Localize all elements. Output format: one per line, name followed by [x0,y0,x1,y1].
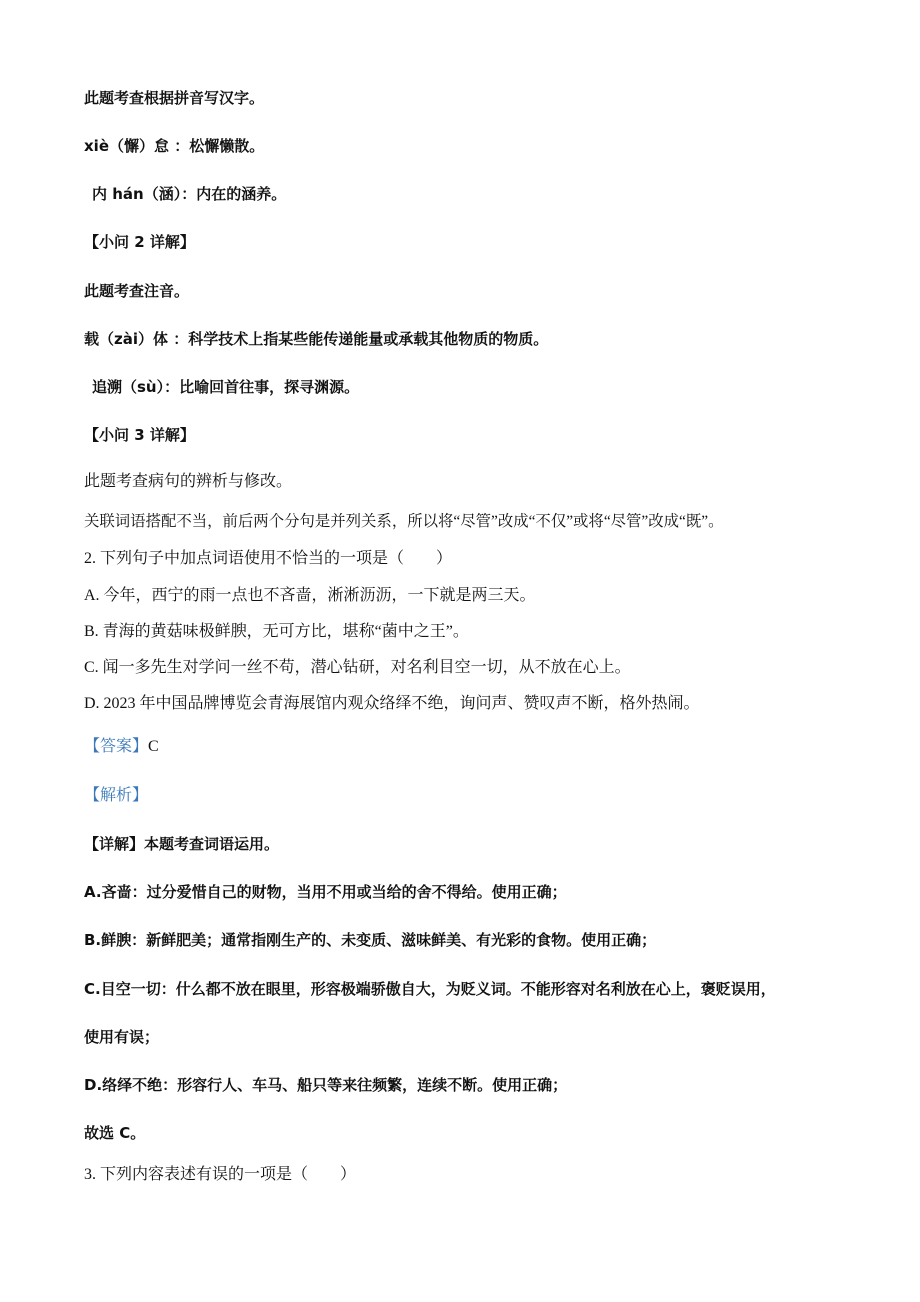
text-line: 内 hán（涵）：内在的涵养。 [92,185,287,203]
answer-tag: 【答案】 [84,738,149,755]
text-line: 使用有误； [84,1028,160,1046]
section-heading: 【小问 3 详解】 [84,426,195,444]
text-line: xiè（懈）怠 ：松懈懒散。 [84,137,265,155]
text-line: 此题考查根据拼音写汉字。 [84,89,265,107]
option-a: A. 今年，西宁的雨一点也不吝啬，淅淅沥沥，一下就是两三天。 [84,587,536,604]
text-line: D.络绎不绝：形容行人、车马、船只等来往频繁，连续不断。使用正确； [84,1076,568,1094]
option-b: B. 青海的黄菇味极鲜腴，无可方比，堪称“菌中之王”。 [84,623,469,640]
text-line: 关联词语搭配不当，前后两个分句是并列关系，所以将“尽管”改成“不仅”或将“尽管”改成“既”。 [84,513,724,530]
analysis-tag: 【解析】 [84,787,149,804]
question-stem: 2. 下列句子中加点词语使用不恰当的一项是（ ） [84,550,453,567]
answer-line [84,737,159,757]
text-line: 此题考查注音。 [84,282,190,300]
text-line: A.吝啬：过分爱惜自己的财物，当用不用或当给的舍不得给。使用正确； [84,883,567,901]
section-heading: 【小问 2 详解】 [84,233,195,251]
text-line: 故选 C。 [84,1124,146,1142]
option-c: C. 闻一多先生对学问一丝不苟，潜心钻研，对名利目空一切，从不放在心上。 [84,659,631,676]
text-line: 此题考查病句的辨析与修改。 [84,473,293,490]
option-d: D. 2023 年中国品牌博览会青海展馆内观众络绎不绝，询问声、赞叹声不断，格外热闹。 [84,695,700,712]
text-line: 载（zài）体 ：科学技术上指某些能传递能量或承载其他物质的物质。 [84,330,549,348]
text-line: 追溯（sù）：比喻回首往事，探寻渊源。 [92,378,360,396]
answer-value: C [148,738,159,755]
text-line: 【详解】本题考查词语运用。 [84,835,280,853]
text-line: C.目空一切：什么都不放在眼里，形容极端骄傲自大，为贬义词。不能形容对名利放在心上，褒贬误用， [84,980,776,998]
question-stem: 3. 下列内容表述有误的一项是（ ） [84,1166,357,1183]
text-line: B.鲜腴：新鲜肥美；通常指刚生产的、未变质、滋味鲜美、有光彩的食物。使用正确； [84,931,657,949]
